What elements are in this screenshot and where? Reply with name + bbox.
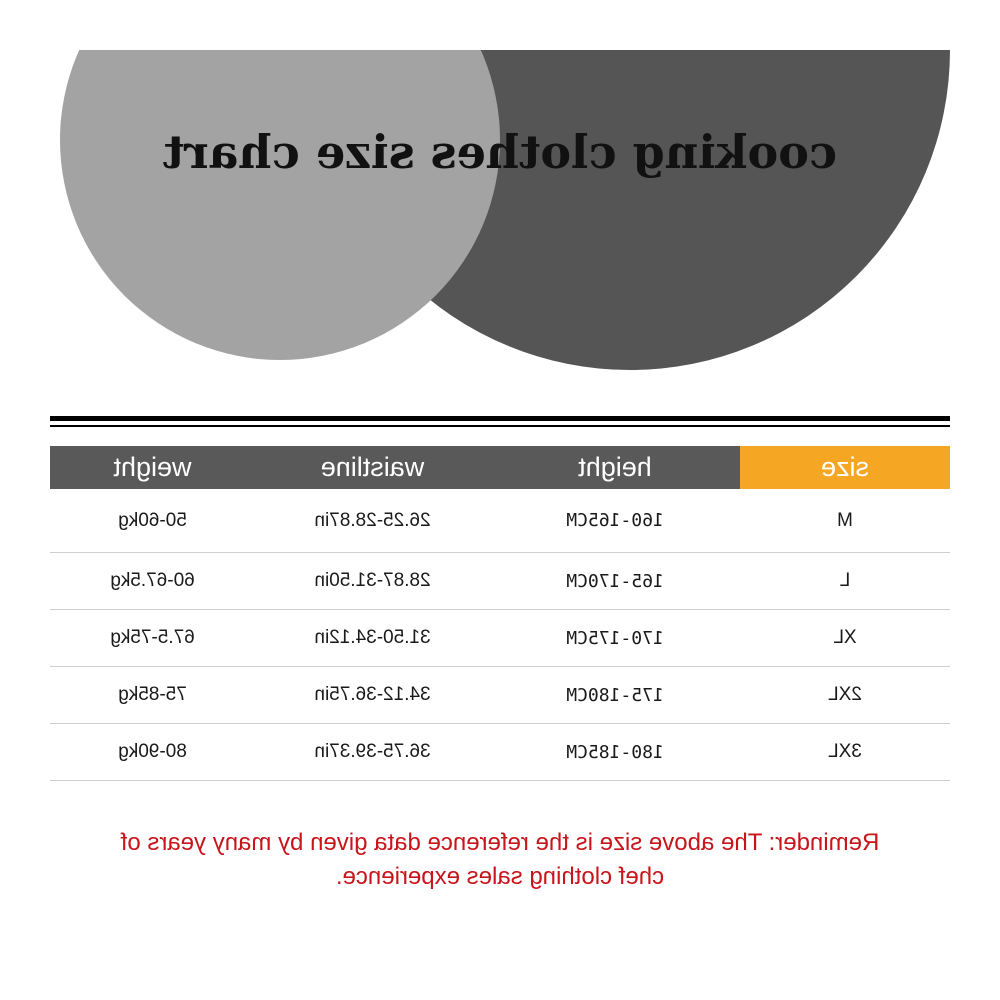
table-row [50,724,950,781]
cell-waistline: 36.75-39.37in [314,741,431,762]
cell-size: 2XL [828,684,862,705]
cell-weight: 50-60kg [118,509,187,531]
header-size: size [740,446,950,489]
cell-height: 165-170CM [566,570,664,592]
cell-waistline: 34.12-36.75in [314,684,431,705]
cell-size: M [837,509,853,531]
table-row [50,489,950,553]
cell-weight: 75-85kg [118,684,187,705]
cell-size: XL [833,627,857,648]
cell-height: 180-185CM [566,741,664,763]
cell-height: 170-175CM [566,627,664,649]
cell-waistline: 28.87-31.50in [314,570,431,591]
cell-waistline: 31.50-34.12in [314,627,431,648]
header-weight: weight [113,452,192,482]
header-height: height [578,452,652,482]
cell-size: L [839,570,851,591]
cell-weight: 60-67.5kg [110,570,195,591]
page-title: cooking clothes size chart [163,125,837,179]
cell-height: 175-180CM [566,684,664,706]
table-header-row [50,446,950,489]
title-banner [50,50,950,390]
table-row [50,553,950,610]
reminder-note: Reminder: The above size is the reference data given by many years of chef clothing sales experience. [120,829,880,890]
cell-size: 3XL [828,741,862,762]
cell-height: 160-165CM [566,510,664,531]
header-waistline: waistline [320,452,425,482]
light-circle-decoration [60,50,500,360]
size-table [50,446,950,781]
cell-waistline: 26.25-28.87in [314,509,431,531]
table-row [50,610,950,667]
table-row [50,667,950,724]
cell-weight: 67.5-75kg [110,627,195,648]
divider-thick [50,416,950,421]
cell-weight: 80-90kg [118,741,187,762]
divider-thin [50,425,950,427]
